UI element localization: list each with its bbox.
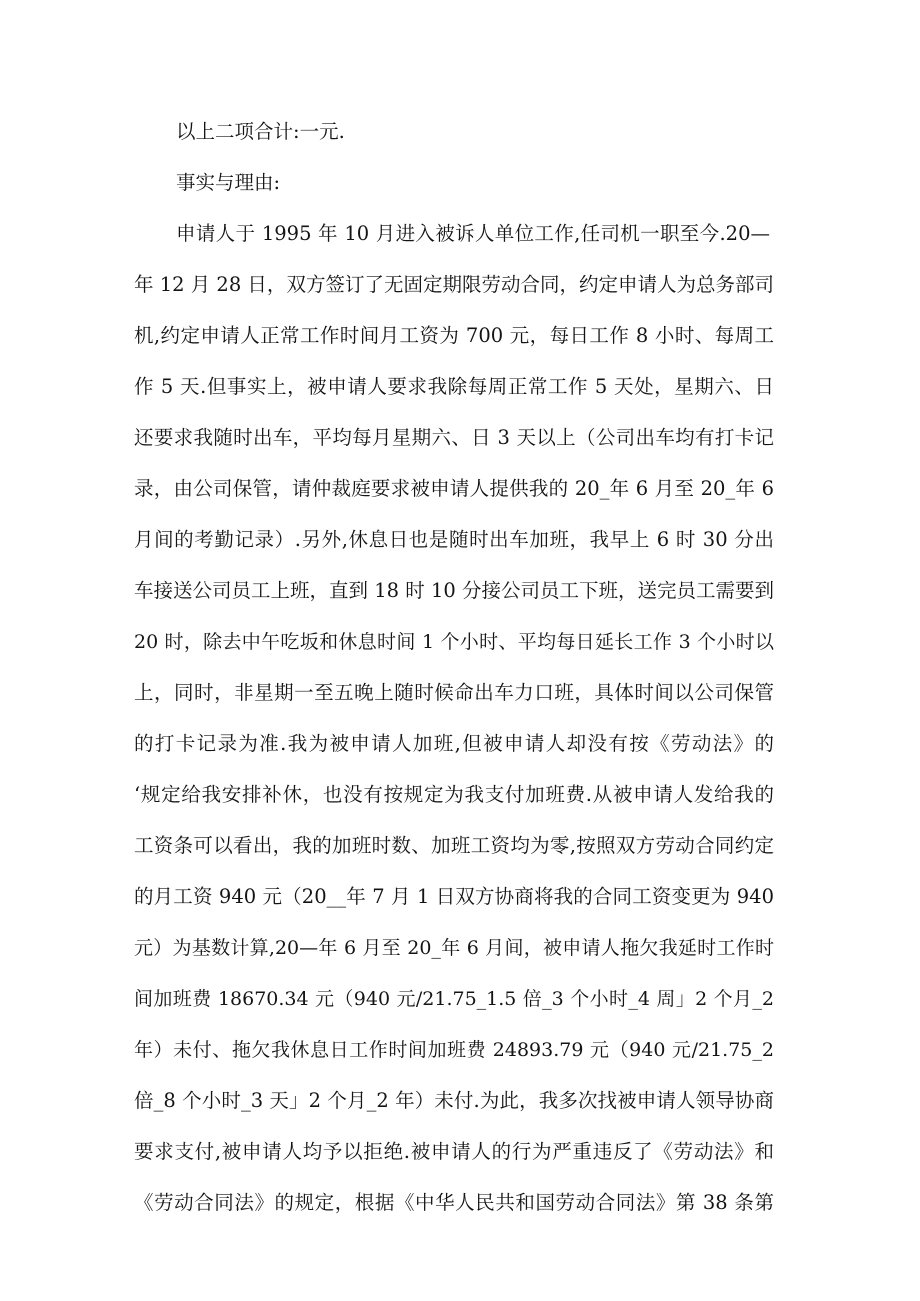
- body-line: ‘规定给我安排补休，也没有按规定为我支付加班费.从被申请人发给我的: [134, 783, 774, 806]
- body-line: 月间的考勤记录）.另外,休息日也是随时出车加班，我早上 6 时 30 分出: [134, 528, 774, 551]
- body-line: 年）未付、拖欠我休息日工作时间加班费 24893.79 元（940 元/21.75_2: [134, 1039, 774, 1061]
- body-line: 元）为基数计算,20—年 6 月至 20_年 6 月间，被申请人拖欠我延时工作时: [134, 937, 774, 959]
- body-line: 申请人于 1995 年 10 月进入被诉人单位工作,任司机一职至今.20—: [176, 222, 770, 245]
- body-line: 上，同时，非星期一至五晚上随时候命出车力口班，具体时间以公司保管: [134, 681, 774, 704]
- section-heading: 事实与理由:: [176, 171, 281, 194]
- body-line: 机,约定申请人正常工作时间月工资为 700 元，每日工作 8 小时、每周工: [134, 324, 774, 347]
- body-line: 还要求我随时出车，平均每月星期六、日 3 天以上（公司出车均有打卡记: [134, 426, 774, 449]
- body-line: 的打卡记录为准.我为被申请人加班,但被申请人却没有按《劳动法》的: [134, 732, 774, 755]
- body-line: 倍_8 个小时_3 天」2 个月_2 年）未付.为此，我多次找被申请人领导协商: [134, 1089, 774, 1112]
- body-line: 作 5 天.但事实上，被申请人要求我除每周正常工作 5 天处，星期六、日: [134, 375, 774, 398]
- body-line: 要求支付,被申请人均予以拒绝.被申请人的行为严重违反了《劳动法》和: [134, 1140, 774, 1163]
- body-line: 间加班费 18670.34 元（940 元/21.75_1.5 倍_3 个小时_4 周」2 个月_2: [134, 988, 774, 1010]
- summary-line: 以上二项合计:一元.: [176, 120, 345, 143]
- body-line: 录，由公司保管，请仲裁庭要求被申请人提供我的 20_年 6 月至 20_年 6: [134, 477, 774, 500]
- body-line: 《劳动合同法》的规定，根据《中华人民共和国劳动合同法》第 38 条第: [134, 1191, 774, 1214]
- body-line: 年 12 月 28 日，双方签订了无固定期限劳动合同，约定申请人为总务部司: [134, 273, 774, 296]
- body-line: 工资条可以看出，我的加班时数、加班工资均为零,按照双方劳动合同约定: [134, 834, 774, 857]
- body-line: 车接送公司员工上班，直到 18 时 10 分接公司员工下班，送完员工需要到: [134, 579, 774, 602]
- body-line: 的月工资 940 元（20__年 7 月 1 日双方协商将我的合同工资变更为 940: [134, 885, 774, 908]
- body-line: 20 时，除去中午吃坂和休息时间 1 个小时、平均每日延长工作 3 个小时以: [134, 631, 774, 653]
